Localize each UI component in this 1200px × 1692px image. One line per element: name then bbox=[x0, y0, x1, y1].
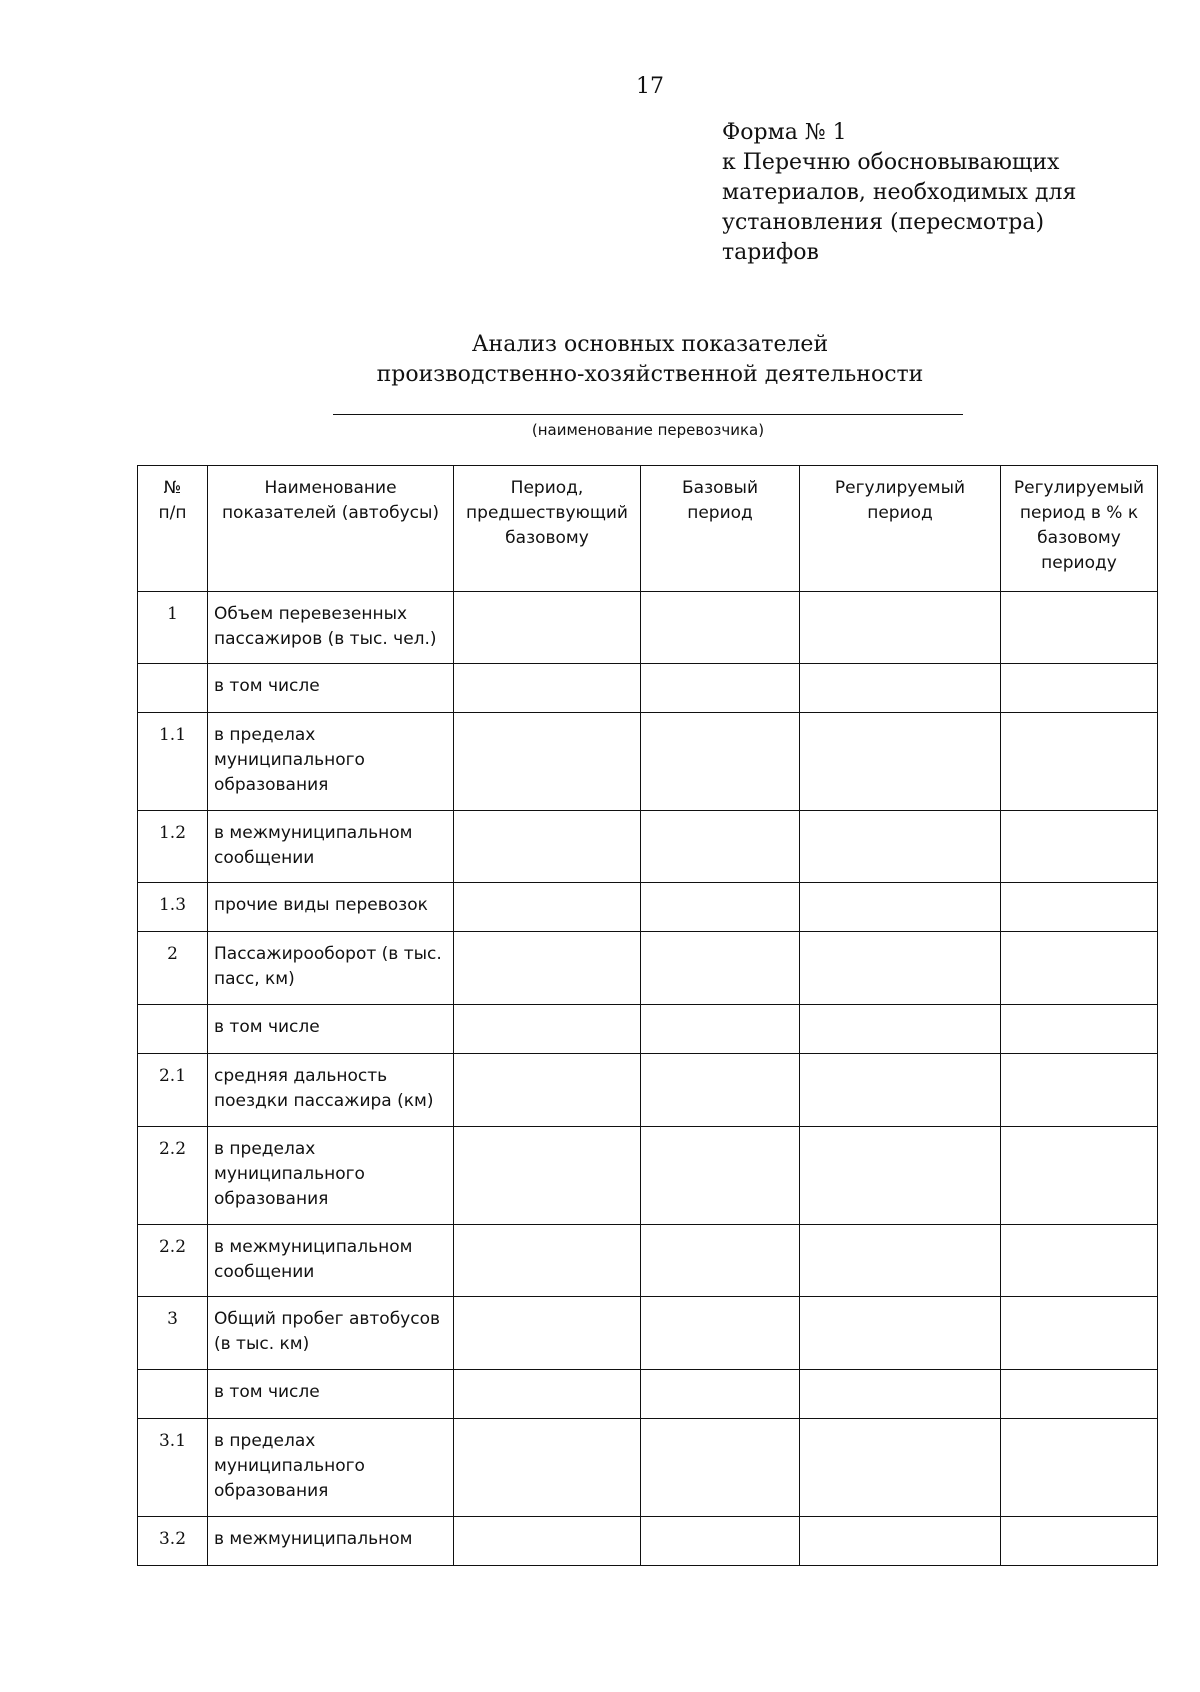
header-base-period: Базовый период bbox=[641, 466, 800, 592]
value-cell[interactable] bbox=[454, 713, 641, 811]
table-row bbox=[138, 1225, 1158, 1297]
form-reference-line: Форма № 1 bbox=[722, 120, 847, 145]
header-indicator-name: Наименование показателей (автобусы) bbox=[208, 466, 454, 592]
table-row bbox=[138, 664, 1158, 713]
value-cell[interactable] bbox=[1001, 811, 1158, 883]
value-cell[interactable] bbox=[454, 1419, 641, 1517]
value-cell[interactable] bbox=[1001, 664, 1158, 713]
value-cell[interactable] bbox=[800, 664, 1001, 713]
table-row bbox=[138, 1127, 1158, 1225]
row-name: в межмуниципальном сообщении bbox=[208, 1225, 454, 1297]
value-cell[interactable] bbox=[1001, 1419, 1158, 1517]
value-cell[interactable] bbox=[800, 1054, 1001, 1127]
row-name: в том числе bbox=[208, 1005, 454, 1054]
table-row bbox=[138, 883, 1158, 932]
value-cell[interactable] bbox=[800, 1370, 1001, 1419]
row-number bbox=[138, 1370, 208, 1419]
value-cell[interactable] bbox=[1001, 1127, 1158, 1225]
value-cell[interactable] bbox=[454, 883, 641, 932]
value-cell[interactable] bbox=[800, 1005, 1001, 1054]
value-cell[interactable] bbox=[454, 664, 641, 713]
value-cell[interactable] bbox=[800, 1127, 1001, 1225]
indicators-table bbox=[137, 465, 1158, 1566]
document-title-line: Анализ основных показателей bbox=[471, 332, 829, 357]
row-number: 3 bbox=[138, 1297, 208, 1370]
value-cell[interactable] bbox=[800, 713, 1001, 811]
value-cell[interactable] bbox=[454, 1054, 641, 1127]
row-name: в пределах муниципального образования bbox=[208, 713, 454, 811]
table-row bbox=[138, 592, 1158, 664]
value-cell[interactable] bbox=[1001, 932, 1158, 1005]
row-number: 1.1 bbox=[138, 713, 208, 811]
row-name: в пределах муниципального образования bbox=[208, 1127, 454, 1225]
value-cell[interactable] bbox=[641, 713, 800, 811]
carrier-name-caption: (наименование перевозчика) bbox=[531, 421, 765, 439]
value-cell[interactable] bbox=[454, 1370, 641, 1419]
value-cell[interactable] bbox=[641, 1297, 800, 1370]
value-cell[interactable] bbox=[641, 664, 800, 713]
value-cell[interactable] bbox=[641, 1225, 800, 1297]
table-row bbox=[138, 1005, 1158, 1054]
value-cell[interactable] bbox=[454, 1297, 641, 1370]
header-previous-period: Период, предшествующий базовому bbox=[454, 466, 641, 592]
form-reference-line: установления (пересмотра) bbox=[722, 210, 1045, 235]
value-cell[interactable] bbox=[1001, 883, 1158, 932]
form-reference-line: тарифов bbox=[722, 240, 819, 265]
value-cell[interactable] bbox=[641, 883, 800, 932]
form-reference bbox=[722, 118, 1142, 268]
table-row bbox=[138, 811, 1158, 883]
header-number: № п/п bbox=[138, 466, 208, 592]
value-cell[interactable] bbox=[454, 1005, 641, 1054]
row-name: в межмуниципальном bbox=[208, 1517, 454, 1566]
table-row bbox=[138, 1419, 1158, 1517]
value-cell[interactable] bbox=[641, 811, 800, 883]
row-number: 3.2 bbox=[138, 1517, 208, 1566]
value-cell[interactable] bbox=[1001, 1370, 1158, 1419]
row-number: 2 bbox=[138, 932, 208, 1005]
row-name: Пассажирооборот (в тыс. пасс, км) bbox=[208, 932, 454, 1005]
value-cell[interactable] bbox=[641, 932, 800, 1005]
form-reference-line: материалов, необходимых для bbox=[722, 180, 1077, 205]
value-cell[interactable] bbox=[641, 1054, 800, 1127]
row-number: 1.3 bbox=[138, 883, 208, 932]
value-cell[interactable] bbox=[641, 1127, 800, 1225]
header-regulated-percent: Регулируемый период в % к базовому периоду bbox=[1001, 466, 1158, 592]
value-cell[interactable] bbox=[800, 1419, 1001, 1517]
carrier-name-line bbox=[333, 414, 963, 415]
value-cell[interactable] bbox=[454, 811, 641, 883]
row-name: в том числе bbox=[208, 1370, 454, 1419]
value-cell[interactable] bbox=[641, 1370, 800, 1419]
value-cell[interactable] bbox=[454, 592, 641, 664]
row-number: 2.2 bbox=[138, 1225, 208, 1297]
value-cell[interactable] bbox=[1001, 592, 1158, 664]
table-row bbox=[138, 1297, 1158, 1370]
value-cell[interactable] bbox=[800, 1297, 1001, 1370]
value-cell[interactable] bbox=[454, 932, 641, 1005]
value-cell[interactable] bbox=[641, 592, 800, 664]
table-row bbox=[138, 713, 1158, 811]
row-number bbox=[138, 1005, 208, 1054]
page-number: 17 bbox=[636, 74, 664, 99]
value-cell[interactable] bbox=[1001, 1005, 1158, 1054]
form-reference-line: к Перечню обосновывающих bbox=[722, 150, 1060, 175]
value-cell[interactable] bbox=[800, 1517, 1001, 1566]
value-cell[interactable] bbox=[641, 1005, 800, 1054]
document-title bbox=[0, 330, 1200, 390]
row-number: 3.1 bbox=[138, 1419, 208, 1517]
row-name: Общий пробег автобусов (в тыс. км) bbox=[208, 1297, 454, 1370]
row-name: в том числе bbox=[208, 664, 454, 713]
row-number bbox=[138, 664, 208, 713]
value-cell[interactable] bbox=[454, 1127, 641, 1225]
value-cell[interactable] bbox=[1001, 1517, 1158, 1566]
document-title-line: производственно-хозяйственной деятельности bbox=[376, 362, 924, 387]
table-header-row bbox=[138, 466, 1158, 592]
value-cell[interactable] bbox=[1001, 1297, 1158, 1370]
table-row bbox=[138, 1370, 1158, 1419]
value-cell[interactable] bbox=[1001, 1054, 1158, 1127]
value-cell[interactable] bbox=[454, 1517, 641, 1566]
value-cell[interactable] bbox=[800, 932, 1001, 1005]
value-cell[interactable] bbox=[1001, 713, 1158, 811]
table-row bbox=[138, 932, 1158, 1005]
row-number: 2.2 bbox=[138, 1127, 208, 1225]
row-name: средняя дальность поездки пассажира (км) bbox=[208, 1054, 454, 1127]
row-name: прочие виды перевозок bbox=[208, 883, 454, 932]
table-row bbox=[138, 1517, 1158, 1566]
row-number: 2.1 bbox=[138, 1054, 208, 1127]
value-cell[interactable] bbox=[641, 1517, 800, 1566]
row-number: 1.2 bbox=[138, 811, 208, 883]
value-cell[interactable] bbox=[454, 1225, 641, 1297]
row-name: Объем перевезенных пассажиров (в тыс. чел.) bbox=[208, 592, 454, 664]
header-regulated-period: Регулируемый период bbox=[800, 466, 1001, 592]
value-cell[interactable] bbox=[800, 592, 1001, 664]
table-row bbox=[138, 1054, 1158, 1127]
value-cell[interactable] bbox=[800, 811, 1001, 883]
value-cell[interactable] bbox=[800, 883, 1001, 932]
row-name: в межмуниципальном сообщении bbox=[208, 811, 454, 883]
value-cell[interactable] bbox=[800, 1225, 1001, 1297]
row-number: 1 bbox=[138, 592, 208, 664]
row-name: в пределах муниципального образования bbox=[208, 1419, 454, 1517]
value-cell[interactable] bbox=[641, 1419, 800, 1517]
value-cell[interactable] bbox=[1001, 1225, 1158, 1297]
